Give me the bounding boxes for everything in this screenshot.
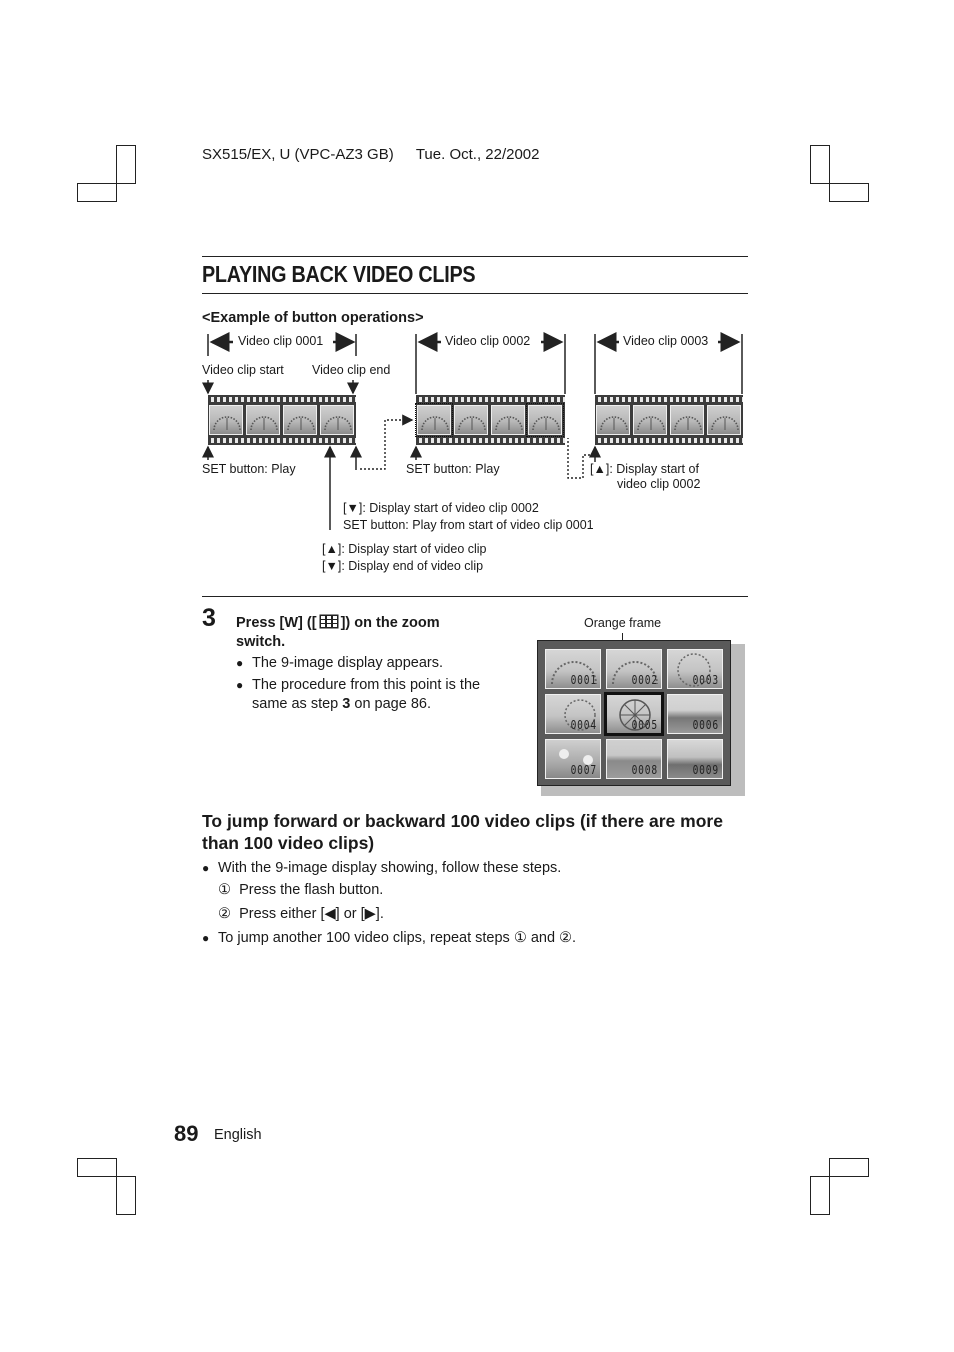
- diagram-heading: <Example of button operations>: [202, 310, 424, 326]
- thumbnail-4[interactable]: 0004: [545, 694, 601, 734]
- up-display-start-label-a: [▲]: Display start of: [590, 462, 699, 476]
- thumbnail-1[interactable]: 0001: [545, 649, 601, 689]
- film-frame: [454, 405, 488, 435]
- jump-substep-1: ① Press the flash button.: [218, 882, 384, 898]
- film-frame: [246, 405, 280, 435]
- crop-mark-bottom-right-h: [829, 1158, 869, 1177]
- thumbnail-8[interactable]: 0008: [606, 739, 662, 779]
- thumbnail-3[interactable]: 0003: [667, 649, 723, 689]
- thumbnail-7[interactable]: 0007: [545, 739, 601, 779]
- set-play-from-start-label: SET button: Play from start of video clip 0001: [343, 518, 594, 532]
- step-bullet-2: ● The procedure from this point is the: [252, 677, 480, 693]
- clip-start-label: Video clip start: [202, 363, 284, 377]
- thumbnail-5-selected[interactable]: 0005: [606, 694, 662, 734]
- jump-bullet-2: ● To jump another 100 video clips, repeat steps ① and ②.: [218, 930, 576, 946]
- thumbnail-2[interactable]: 0002: [606, 649, 662, 689]
- step-bullet-2-cont: same as step 3 on page 86.: [252, 696, 431, 712]
- film-frame: [417, 405, 451, 435]
- film-strip-1: [208, 395, 356, 445]
- film-frame: [528, 405, 562, 435]
- up-display-start-label-b: video clip 0002: [617, 477, 701, 491]
- jump-heading-cont: than 100 video clips): [202, 833, 375, 853]
- film-frame: [670, 405, 704, 435]
- language-label: English: [214, 1127, 262, 1143]
- doc-info: SX515/EX, U (VPC-AZ3 GB): [202, 146, 394, 163]
- step-instruction-cont: switch.: [236, 634, 286, 650]
- film-frame: [209, 405, 243, 435]
- step-number: 3: [202, 604, 216, 632]
- down-display-end-label: [▼]: Display end of video clip: [322, 559, 484, 573]
- set-play-label-2: SET button: Play: [406, 462, 500, 476]
- film-frame: [596, 405, 630, 435]
- up-display-clip-label: [▲]: Display start of video clip: [322, 542, 487, 556]
- doc-date: Tue. Oct., 22/2002: [415, 146, 540, 163]
- clip3-label: Video clip 0003: [623, 334, 709, 348]
- thumbnail-6[interactable]: 0006: [667, 694, 723, 734]
- crop-mark-bottom-right-v: [810, 1176, 830, 1215]
- orange-frame-label: Orange frame: [584, 616, 662, 630]
- page-number: 89: [174, 1121, 199, 1146]
- film-frame: [491, 405, 525, 435]
- jump-bullet-1: ● With the 9-image display showing, follow these steps.: [218, 860, 561, 876]
- jump-substep-2: ② Press either [◀] or [▶].: [218, 906, 384, 922]
- film-strip-2: [416, 395, 565, 445]
- step-instruction: Press [W] ([ ]) on the zoom: [236, 615, 440, 631]
- section-rule: [202, 596, 748, 597]
- clip2-label: Video clip 0002: [445, 334, 531, 348]
- film-frame: [320, 405, 354, 435]
- grid-icon: [319, 614, 339, 633]
- set-play-label-1: SET button: Play: [202, 462, 296, 476]
- step-bullet-1: ● The 9-image display appears.: [252, 655, 443, 671]
- down-display-2-label: [▼]: Display start of video clip 0002: [343, 501, 539, 515]
- page-title: PLAYING BACK VIDEO CLIPS: [202, 261, 476, 287]
- jump-heading: To jump forward or backward 100 video clips (if there are more: [202, 811, 723, 831]
- film-frame: [633, 405, 667, 435]
- nine-image-display: [537, 640, 731, 786]
- crop-mark-bottom-left-v: [116, 1176, 136, 1215]
- crop-mark-bottom-left-h: [77, 1158, 117, 1177]
- film-frame: [707, 405, 741, 435]
- film-strip-3: [595, 395, 743, 445]
- clip1-label: Video clip 0001: [238, 334, 324, 348]
- thumbnail-9[interactable]: 0009: [667, 739, 723, 779]
- film-frame: [283, 405, 317, 435]
- clip-end-label: Video clip end: [312, 363, 391, 377]
